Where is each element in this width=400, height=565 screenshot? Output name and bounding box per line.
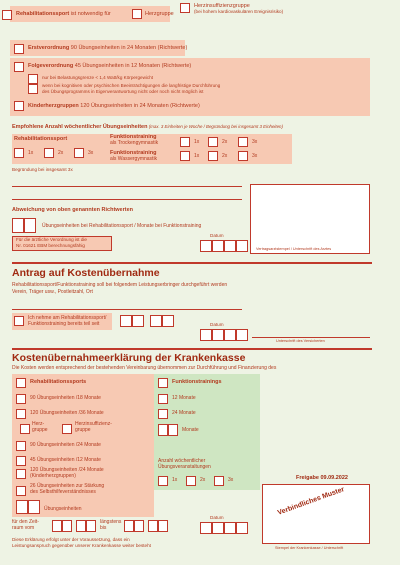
r4-checkbox[interactable] <box>16 456 26 466</box>
date-box[interactable] <box>224 240 236 252</box>
date-box[interactable] <box>162 315 174 327</box>
cov-1x[interactable] <box>158 476 168 486</box>
date-box[interactable] <box>236 240 248 252</box>
herzgruppe-label: Herzgruppe <box>145 11 174 17</box>
kinder-checkbox[interactable] <box>14 101 24 111</box>
reha-line: Rehabilitationssport ist notwendig für <box>16 11 111 17</box>
cov-reha-checkbox[interactable] <box>16 378 26 388</box>
date-box[interactable] <box>120 315 132 327</box>
period-label-1: für den Zeit- <box>12 519 39 525</box>
date-box[interactable] <box>224 329 236 341</box>
fM-label: Monate <box>182 427 199 433</box>
f12-checkbox[interactable] <box>158 394 168 404</box>
date-box[interactable] <box>212 240 224 252</box>
erst-line: Erstverordnung 90 Übungseinheiten in 24 Monaten (Richtwerte) <box>28 45 188 51</box>
application-title: Antrag auf Kostenübernahme <box>12 267 160 279</box>
herz-checkbox[interactable] <box>20 424 30 434</box>
r5-label-b: (Kinderherzgruppen) <box>30 473 76 479</box>
ft-wasser-sub: als Wassergymnastik <box>110 156 158 162</box>
x-label: 2x <box>200 477 206 483</box>
r2-label: 120 Übungseinheiten /36 Monate <box>30 410 104 416</box>
opt2-label-b: des Übungsprogramms in Eigenverantwortung nicht oder noch nicht möglich ist <box>42 89 204 94</box>
signature-line[interactable] <box>252 337 370 338</box>
weekly-cov-label-2: Übungsveranstaltungen <box>158 464 211 470</box>
hi-label-2: gruppe <box>75 427 91 433</box>
deviation-units: Übungseinheiten bei Rehabilitationssport / Monate bei Funktionstraining <box>42 223 202 229</box>
x-label: 1x <box>194 153 200 159</box>
deviation-digit-1[interactable] <box>12 218 24 233</box>
r3-checkbox[interactable] <box>16 441 26 451</box>
x-label: 2x <box>222 139 228 145</box>
ft-trocken-3x[interactable] <box>238 137 248 147</box>
deviation-digit-2[interactable] <box>24 218 36 233</box>
x-label: 1x <box>172 477 178 483</box>
r5-label-a: 120 Übungseinheiten /24 Monate <box>30 467 104 473</box>
kinder-line: Kinderherzgruppen 120 Übungseinheiten in 24 Monaten (Richtwerte) <box>28 103 200 109</box>
signature-label: Unterschrift des Versicherten <box>276 339 325 343</box>
x-label: 3x <box>252 153 258 159</box>
x-label: 1x <box>28 150 34 156</box>
ft-wasser-2x[interactable] <box>208 151 218 161</box>
r4-label: 45 Übungseinheiten /12 Monate <box>30 457 101 463</box>
ft-trocken-label: Funktionstraining <box>110 134 157 140</box>
cov-reha-title: Rehabilitationssports <box>30 379 87 385</box>
application-line-1: Rehabilitationssport/Funktionstraining soll bei folgendem Leistungserbringer durchgeführt werden <box>12 282 228 288</box>
herzinsuff-cov-checkbox[interactable] <box>62 424 72 434</box>
date-box[interactable] <box>150 315 162 327</box>
footer-line-1: Diese Erklärung erfolgt unter der Voraussetzung, dass ein <box>12 537 130 542</box>
ft-wasser-label: Funktionstraining <box>110 150 157 156</box>
x-label: 2x <box>222 153 228 159</box>
already-label-1: Ich nehme am Rehabilitationssport/ <box>28 315 107 321</box>
opt1-checkbox[interactable] <box>28 74 38 84</box>
doctor-stamp-label: Vertragsarztstempel / Unterschrift des Arztes <box>256 247 332 251</box>
x-label: 3x <box>88 150 94 156</box>
divider <box>12 348 372 350</box>
date-box[interactable] <box>212 329 224 341</box>
period-to-box[interactable] <box>158 520 168 532</box>
cov-3x[interactable] <box>214 476 224 486</box>
cov-func-title: Funktionstrainings <box>172 379 222 385</box>
ebm-line-1: Für die ärztliche Verordnung ist die <box>16 237 87 242</box>
herz-label-1: Herz- <box>32 421 45 427</box>
cov-func-checkbox[interactable] <box>158 378 168 388</box>
period-from-box[interactable] <box>76 520 86 532</box>
folge-checkbox[interactable] <box>14 62 24 72</box>
opt1-label: nur bei Belastungsgrenze < 1,4 Watt/kg Körpergewicht <box>42 75 154 80</box>
provider-line[interactable] <box>12 309 242 310</box>
ft-wasser-3x[interactable] <box>238 151 248 161</box>
r7-digit-1[interactable] <box>16 500 28 514</box>
already-label-2: Funktionstraining bereits teil seit <box>28 321 100 327</box>
coverage-intro: Die Kosten werden entsprechend der bestehenden Vereinbarung übernommen zur Durchführung und Finanzierung des <box>12 365 277 371</box>
folge-line: Folgeverordnung 45 Übungseinheiten in 12 Monaten (Richtwerte) <box>28 63 192 69</box>
herz-label-2: gruppe <box>32 427 48 433</box>
application-line-2: Verein, Träger usw., Postleitzahl, Ort <box>12 289 93 295</box>
r5-checkbox[interactable] <box>16 469 26 479</box>
f24-label: 24 Monate <box>172 410 196 416</box>
bis-label: bis <box>100 525 107 531</box>
reason-line-2[interactable] <box>12 199 242 200</box>
release-date: Freigabe 09.09.2022 <box>296 475 348 481</box>
datum-label: Datum <box>210 515 224 520</box>
period-to-box[interactable] <box>148 520 158 532</box>
period-from-box[interactable] <box>62 520 72 532</box>
period-to-box[interactable] <box>134 520 144 532</box>
r3-label: 90 Übungseinheiten /24 Monate <box>30 442 101 448</box>
r7-digit-2[interactable] <box>28 500 40 514</box>
reason-line-1[interactable] <box>12 186 242 187</box>
date-box[interactable] <box>200 522 212 534</box>
r6-checkbox[interactable] <box>16 486 26 496</box>
x-label: 2x <box>58 150 64 156</box>
ft-wasser-1x[interactable] <box>180 151 190 161</box>
weekly-title: Empfohlene Anzahl wöchentlicher Übungseinheiten (max. 3 Einheiten je Woche / Begründung bei insgesamt 3 Einheiten) <box>12 124 283 130</box>
datum-label: Datum <box>210 322 224 327</box>
weekly-reha-2x[interactable] <box>44 148 54 158</box>
herzgruppe-checkbox[interactable] <box>132 9 142 19</box>
date-box[interactable] <box>200 329 212 341</box>
ft-trocken-1x[interactable] <box>180 137 190 147</box>
r6-label-a: 26 Übungseinheiten zur Stärkung <box>30 483 105 489</box>
footer-line-2: Leistungsanspruch gegenüber unserer Krankenkasse weiter besteht <box>12 543 151 548</box>
insurer-stamp-label: Stempel der Krankenkasse / Unterschrift <box>275 546 344 550</box>
date-box[interactable] <box>132 315 144 327</box>
deviation-title: Abweichung von oben genannten Richtwerten <box>12 207 134 213</box>
f12-label: 12 Monate <box>172 395 196 401</box>
weekly-reha-1x[interactable] <box>14 148 24 158</box>
f24-checkbox[interactable] <box>158 409 168 419</box>
x-label: 3x <box>252 139 258 145</box>
coverage-title: Kostenübernahmeerklärung der Krankenkasse <box>12 352 246 364</box>
r2-checkbox[interactable] <box>16 409 26 419</box>
until-label: längstens <box>100 519 122 525</box>
divider <box>12 262 372 264</box>
period-from-box[interactable] <box>86 520 96 532</box>
period-to-box[interactable] <box>124 520 134 532</box>
date-box[interactable] <box>212 522 224 534</box>
reha-checkbox[interactable] <box>2 10 12 20</box>
fM-digit-2[interactable] <box>168 424 178 436</box>
weekly-cov-label-1: Anzahl wöchentlicher <box>158 458 206 464</box>
muster-watermark: Verbindliches Muster <box>276 486 346 517</box>
r1-checkbox[interactable] <box>16 394 26 404</box>
period-label-2: raum vom <box>12 525 35 531</box>
r1-label: 90 Übungseinheiten /18 Monate <box>30 395 101 401</box>
ft-trocken-2x[interactable] <box>208 137 218 147</box>
ebm-line-2: Nr. 01621 EBM berechnungsfähig <box>16 243 85 248</box>
reason-label: Begründung bei insgesamt 3x <box>12 167 73 172</box>
erst-checkbox[interactable] <box>14 44 24 54</box>
date-box[interactable] <box>236 522 248 534</box>
opt2-label-a: wenn bei kognitiven oder psychischen Beeinträchtigungen die langfristige Durchführung <box>42 83 221 88</box>
x-label: 3x <box>228 477 234 483</box>
r7-label: Übungseinheiten <box>44 506 82 512</box>
weekly-reha-label: Rehabilitationssport <box>14 136 68 142</box>
ft-trocken-sub: als Trockengymnastik <box>110 140 159 146</box>
hi-label-1: Herzinsuffizienz- <box>75 421 112 427</box>
date-box[interactable] <box>224 522 236 534</box>
doctor-stamp-box[interactable] <box>250 184 370 254</box>
already-checkbox[interactable] <box>14 316 24 326</box>
r6-label-b: des Selbsthilfeverständnisses <box>30 489 96 495</box>
x-label: 1x <box>194 139 200 145</box>
herzinsuff-sub: (bei hohem kardiovaskulären Ereignisrisiko) <box>194 9 284 14</box>
date-box[interactable] <box>200 240 212 252</box>
herzinsuff-label: Herzinsuffizienzgruppe <box>194 3 250 9</box>
date-box[interactable] <box>236 329 248 341</box>
fM-digit-1[interactable] <box>158 424 168 436</box>
datum-label: Datum <box>210 233 224 238</box>
cov-2x[interactable] <box>186 476 196 486</box>
period-from-box[interactable] <box>52 520 62 532</box>
opt2-checkbox[interactable] <box>28 84 38 94</box>
herzinsuff-checkbox[interactable] <box>180 3 190 13</box>
weekly-reha-3x[interactable] <box>74 148 84 158</box>
